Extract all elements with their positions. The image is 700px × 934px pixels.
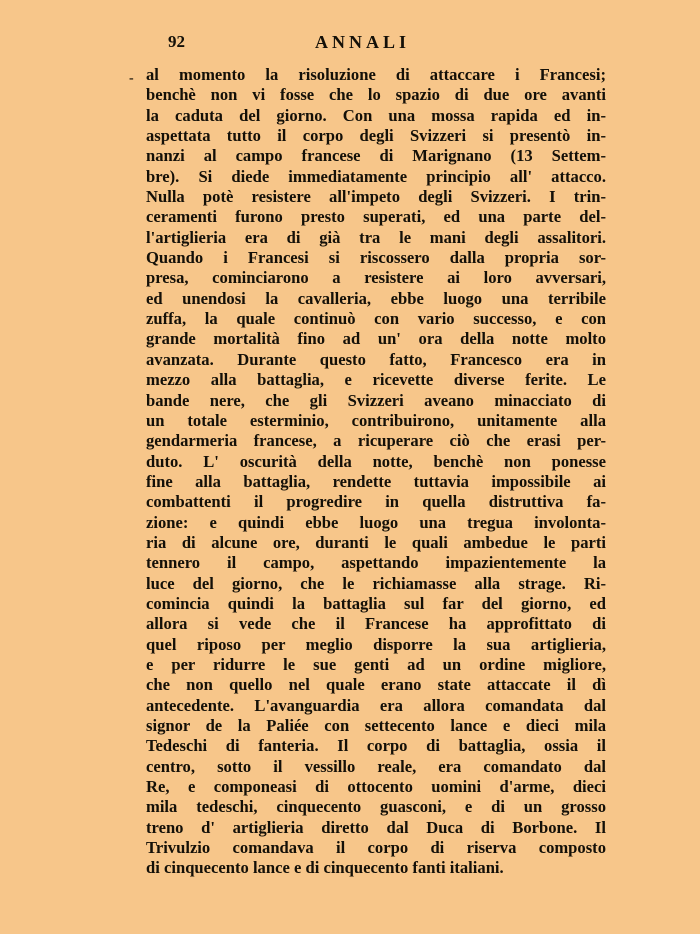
text-line: di cinquecento lance e di cinquecento fanti italiani. [146,858,504,878]
text-line: allora si vede che il Francese ha approfittato di [146,614,606,634]
text-line: benchè non vi fosse che lo spazio di due ore avanti [146,85,606,105]
text-line: ria di alcune ore, duranti le quali ambedue le parti [146,532,606,552]
text-line: zuffa, la quale continuò con vario successo, e con [146,309,606,329]
text-line: Tedeschi di fanteria. Il corpo di battaglia, ossia il [146,736,606,756]
margin-mark: - [129,71,134,86]
text-line: fine alla battaglia, rendette tuttavia impossibile ai [146,471,606,491]
text-line: che non quello nel quale erano state attaccate il dì [146,675,606,695]
text-line: mezzo alla battaglia, e ricevette diverse ferite. Le [146,370,606,390]
text-line: luce del giorno, che le richiamasse alla strage. Ri- [146,573,606,593]
text-line: combattenti il progredire in quella distruttiva fa- [146,492,606,512]
body-text [146,65,606,879]
text-line: un totale esterminio, contribuirono, unitamente alla [146,410,606,430]
running-head: ANNALI [315,32,411,52]
text-line: ed unendosi la cavalleria, ebbe luogo una terribile [146,288,606,308]
text-line: bre). Si diede immediatamente principio all' attacco. [146,166,606,186]
page-header [0,32,700,58]
text-line: l'artiglieria era di già tra le mani degli assalitori. [146,227,606,247]
text-line: grande mortalità fino ad un' ora della notte molto [146,329,606,349]
text-line: Nulla potè resistere all'impeto degli Svizzeri. I trin- [146,187,606,207]
text-line: Quando i Francesi si riscossero dalla propria sor- [146,248,606,268]
text-line: bande nere, che gli Svizzeri aveano minacciato di [146,390,606,410]
text-line: mila tedeschi, cinquecento guasconi, e di un grosso [146,797,606,817]
text-line: centro, sotto il vessillo reale, era comandato dal [146,756,606,776]
text-line: presa, cominciarono a resistere ai loro avversari, [146,268,606,288]
text-line: avanzata. Durante questo fatto, Francesco era in [146,349,606,369]
text-line: antecedente. L'avanguardia era allora comandata dal [146,695,606,715]
page-number: 92 [168,32,185,51]
text-line: quel riposo per meglio disporre la sua artiglieria, [146,634,606,654]
text-line: duto. L' oscurità della notte, benchè non ponesse [146,451,606,471]
text-line: comincia quindi la battaglia sul far del giorno, ed [146,593,606,613]
text-line: ceramenti furono presto superati, ed una parte del- [146,207,606,227]
text-line: gendarmeria francese, a ricuperare ciò che erasi per- [146,431,606,451]
text-line: zione: e quindi ebbe luogo una tregua involonta- [146,512,606,532]
text-line: Re, e componeasi di ottocento uomini d'arme, dieci [146,777,606,797]
text-line: aspettata tutto il corpo degli Svizzeri si presentò in- [146,126,606,146]
text-line: nanzi al campo francese di Marignano (13 Settem- [146,146,606,166]
text-line: treno d' artiglieria diretto dal Duca di Borbone. Il [146,817,606,837]
text-line: la caduta del giorno. Con una mossa rapida ed in- [146,105,606,125]
text-line: signor de la Paliée con settecento lance e dieci mila [146,716,606,735]
text-line: tennero il campo, aspettando impazientemente la [146,553,606,573]
text-line: Trivulzio comandava il corpo di riserva composto [146,838,606,858]
text-line: e per ridurre le sue genti ad un ordine migliore, [146,654,606,674]
text-line: al momento la risoluzione di attaccare i Francesi; [146,65,606,84]
